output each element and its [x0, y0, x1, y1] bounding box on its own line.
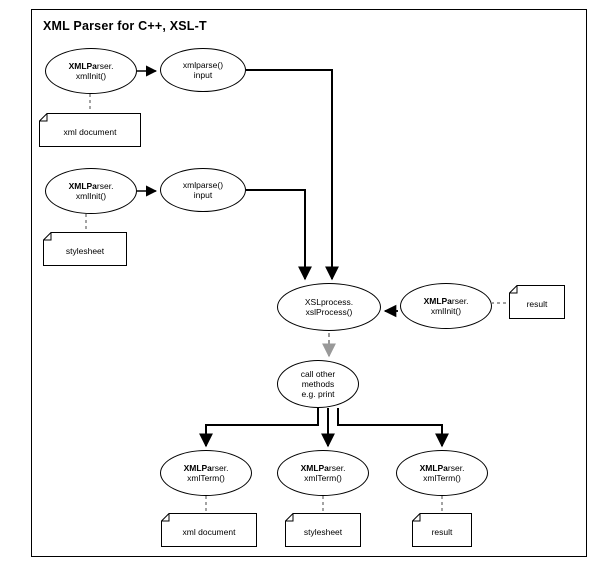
- document-label: xml document: [182, 527, 236, 537]
- document-result-2[interactable]: [412, 513, 472, 547]
- node-label-line2: xmlTerm(): [304, 473, 342, 483]
- diagram-title: XML Parser for C++, XSL-T: [43, 19, 207, 33]
- node-label-bold: XMLPa: [300, 462, 329, 473]
- document-result-1[interactable]: [509, 285, 565, 319]
- node-xmlterm-3[interactable]: [396, 450, 488, 496]
- node-label-line1: call other: [300, 368, 336, 379]
- node-label-line2: xmlInit(): [430, 306, 462, 316]
- node-label-rest: rser.: [328, 462, 346, 473]
- node-call-other-methods[interactable]: [277, 360, 359, 408]
- node-label-rest: rser.: [211, 462, 229, 473]
- node-xmlinit-3[interactable]: [400, 283, 492, 329]
- node-label-line2: xmlInit(): [75, 191, 107, 201]
- node-label-line2: xslProcess(): [305, 307, 353, 317]
- node-label-rest: rser.: [451, 295, 469, 306]
- document-stylesheet-1[interactable]: [43, 232, 127, 266]
- node-label-bold: XMLPa: [419, 462, 448, 473]
- node-label-line2: xmlInit(): [75, 71, 107, 81]
- node-xmlparse-1[interactable]: [160, 48, 246, 92]
- document-label: stylesheet: [65, 246, 105, 256]
- document-label: result: [431, 527, 453, 537]
- node-label-rest: rser.: [96, 180, 114, 191]
- node-label-line2: xmlTerm(): [187, 473, 225, 483]
- node-xmlparse-2[interactable]: [160, 168, 246, 212]
- node-label-line2: xmlTerm(): [423, 473, 461, 483]
- node-xmlterm-2[interactable]: [277, 450, 369, 496]
- node-label-line2: input: [193, 70, 213, 80]
- node-xslprocess[interactable]: [277, 283, 381, 331]
- node-label-line2: input: [193, 190, 213, 200]
- node-label-line3: e.g. print: [301, 389, 335, 399]
- document-xml-document-1[interactable]: [39, 113, 141, 147]
- node-label-bold: XMLPa: [183, 462, 212, 473]
- node-label-line1: XSLprocess.: [304, 296, 354, 307]
- node-xmlinit-1[interactable]: [45, 48, 137, 94]
- document-stylesheet-2[interactable]: [285, 513, 361, 547]
- node-label-line2: methods: [301, 378, 335, 389]
- node-label-rest: rser.: [96, 60, 114, 71]
- document-xml-document-2[interactable]: [161, 513, 257, 547]
- node-label-line1: xmlparse(): [182, 59, 224, 70]
- node-xmlinit-2[interactable]: [45, 168, 137, 214]
- node-label-bold: XMLPa: [423, 295, 452, 306]
- node-xmlterm-1[interactable]: [160, 450, 252, 496]
- node-label-bold: XMLPa: [68, 180, 97, 191]
- node-label-bold: XMLPa: [68, 60, 97, 71]
- document-label: result: [526, 299, 548, 309]
- document-label: xml document: [63, 127, 117, 137]
- document-label: stylesheet: [303, 527, 343, 537]
- node-label-rest: rser.: [447, 462, 465, 473]
- node-label-line1: xmlparse(): [182, 179, 224, 190]
